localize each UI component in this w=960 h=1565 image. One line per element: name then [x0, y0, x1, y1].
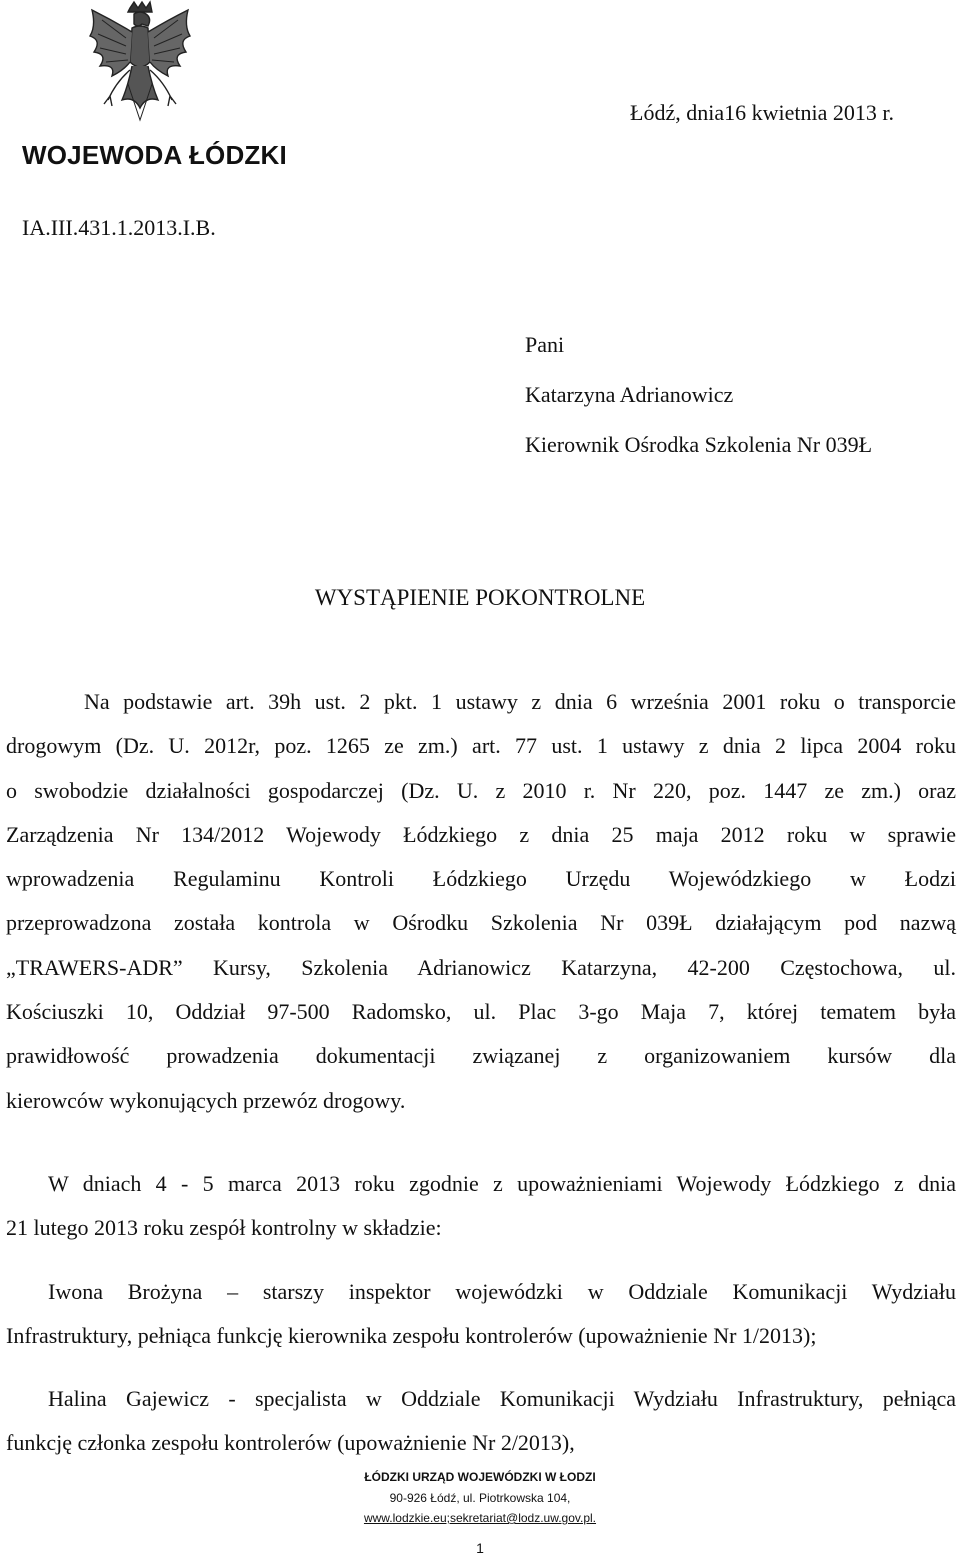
- recipient-name: Katarzyna Adrianowicz: [525, 382, 734, 407]
- text-line: Iwona Brożyna – starszy inspektor wojewódzki w Oddziale Komunikacji Wydziału: [48, 1279, 956, 1304]
- document-date: Łódź, dnia16 kwietnia 2013 r.: [630, 100, 894, 125]
- text-line: Zarządzenia Nr 134/2012 Wojewody Łódzkiego z dnia 25 maja 2012 roku w sprawie: [6, 821, 956, 847]
- text-line: Na podstawie art. 39h ust. 2 pkt. 1 ustawy z dnia 6 września 2001 roku o transporcie: [84, 689, 956, 714]
- paragraph-control-dates: [6, 1162, 956, 1251]
- paragraph-legal-basis: [6, 680, 956, 1123]
- paragraph-team-member-2: [6, 1377, 956, 1466]
- document-title: WYSTĄPIENIE POKONTROLNE: [314, 585, 646, 610]
- recipient-salutation: Pani: [525, 332, 565, 357]
- text-line: prawidłowość prowadzenia dokumentacji związanej z organizowaniem kursów dla: [6, 1043, 956, 1069]
- footer-address: 90-926 Łódź, ul. Piotrkowska 104,: [389, 1491, 571, 1505]
- text-line: W dniach 4 - 5 marca 2013 roku zgodnie z upoważnieniami Wojewody Łódzkiego z dnia: [48, 1171, 956, 1196]
- text-line: funkcję członka zespołu kontrolerów (upoważnienie Nr 2/2013),: [6, 1430, 575, 1456]
- text-line: o swobodzie działalności gospodarczej (Dz. U. z 2010 r. Nr 220, poz. 1447 ze zm.) oraz: [6, 777, 956, 803]
- text-line: drogowym (Dz. U. 2012r, poz. 1265 ze zm.) art. 77 ust. 1 ustawy z dnia 2 lipca 2004 roku: [6, 733, 956, 759]
- text-line: Infrastruktury, pełniąca funkcję kierownika zespołu kontrolerów (upoważnienie Nr 1/2013);: [6, 1323, 817, 1349]
- recipient-position: Kierownik Ośrodka Szkolenia Nr 039Ł: [525, 432, 873, 457]
- text-line: Halina Gajewicz - specjalista w Oddziale Komunikacji Wydziału Infrastruktury, pełniąca: [48, 1386, 956, 1411]
- text-line: 21 lutego 2013 roku zespół kontrolny w składzie:: [6, 1215, 442, 1241]
- text-line: wprowadzenia Regulaminu Kontroli Łódzkiego Urzędu Wojewódzkiego w Łodzi: [6, 866, 956, 892]
- paragraph-team-member-1: [6, 1270, 956, 1359]
- text-line: przeprowadzona została kontrola w Ośrodku Szkolenia Nr 039Ł działającym pod nazwą: [6, 910, 956, 936]
- text-line: „TRAWERS-ADR” Kursy, Szkolenia Adrianowicz Katarzyna, 42-200 Częstochowa, ul.: [6, 954, 956, 980]
- footer-contact-link[interactable]: www.lodzkie.eu;sekretariat@lodz.uw.gov.pl.: [363, 1511, 597, 1525]
- text-line: Kościuszki 10, Oddział 97-500 Radomsko, ul. Plac 3-go Maja 7, której tematem była: [6, 999, 956, 1025]
- text-line: kierowców wykonujących przewóz drogowy.: [6, 1087, 406, 1113]
- eagle-emblem-icon: [82, 0, 198, 126]
- authority-title: WOJEWODA ŁÓDZKI: [22, 140, 287, 170]
- page-number: 1: [476, 1540, 484, 1556]
- reference-number: IA.III.431.1.2013.I.B.: [22, 215, 216, 240]
- footer-office: ŁÓDZKI URZĄD WOJEWÓDZKI W ŁODZI: [364, 1470, 596, 1484]
